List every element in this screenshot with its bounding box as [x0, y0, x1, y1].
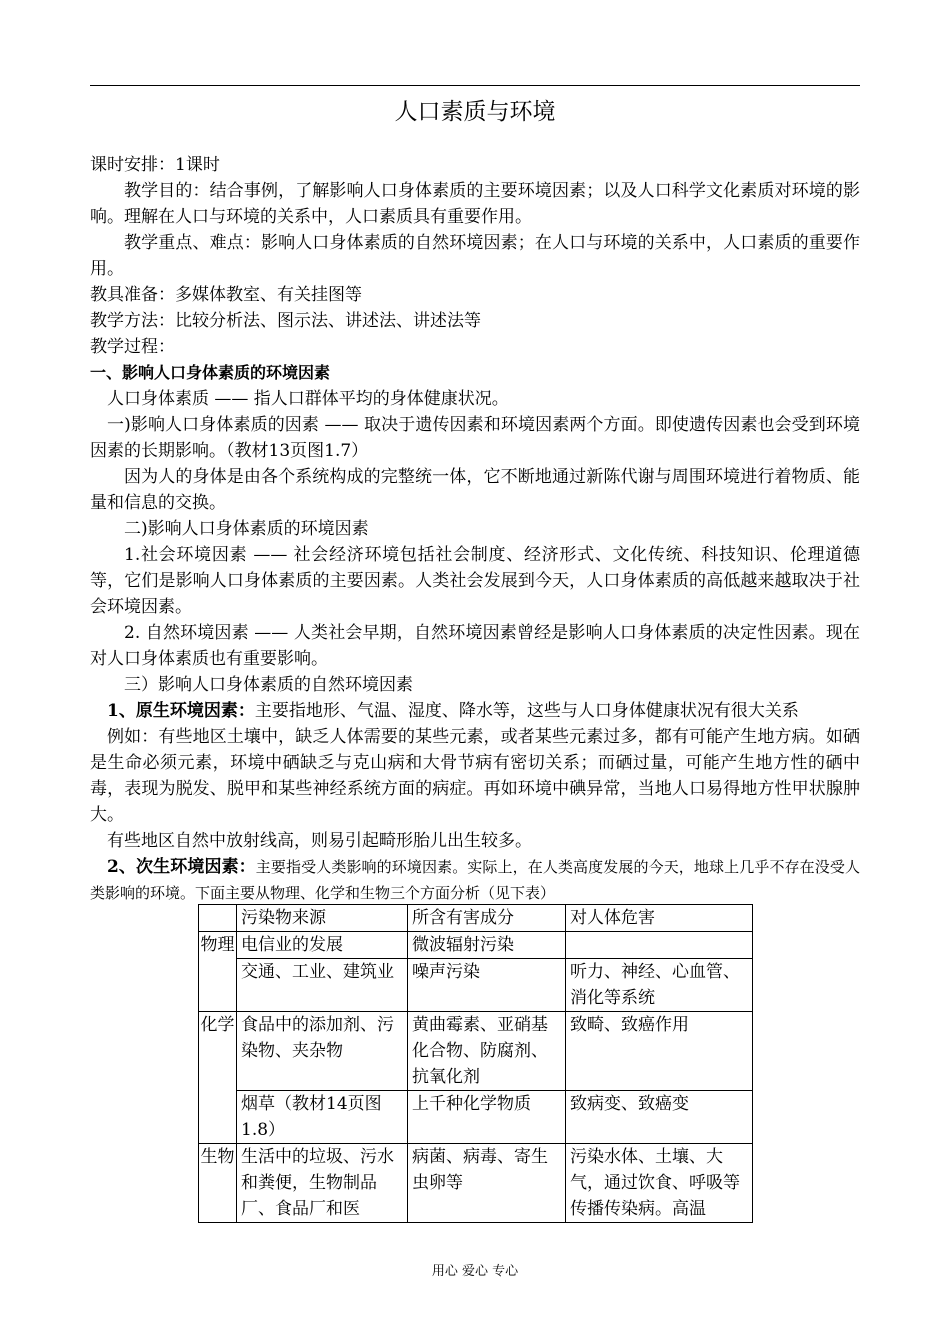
table-row [199, 959, 753, 1012]
section-heading: 一、影响人口身体素质的环境因素 [90, 363, 331, 382]
table-cell: 交通、工业、建筑业 [237, 959, 408, 1012]
table-cell: 听力、神经、心血管、消化等系统 [566, 959, 753, 1012]
teaching-tools: 教具准备：多媒体教室、有关挂图等 [90, 285, 362, 305]
page-footer: 用心 爱心 专心 [431, 1264, 519, 1279]
table-cell: 黄曲霉素、亚硝基化合物、防腐剂、抗氧化剂 [408, 1012, 566, 1091]
table-cell: 上千种化学物质 [408, 1091, 566, 1144]
primary-factor [90, 698, 860, 724]
example-paragraph: 例如：有些地区土壤中，缺乏人体需要的某些元素，或者某些元素过多，都有可能产生地方病。如硒是生命必须元素，环境中硒缺乏与克山病和大骨节病有密切关系；而硒过量，可能产生地方性的硒中毒，表现为脱发、脱甲和某些神经系统方面的病症。再如环境中碘异常，当地人口易得地方性甲状腺肿大。 [90, 727, 860, 825]
table-header-row [199, 905, 753, 932]
pollution-table [198, 904, 753, 1223]
key-points: 教学重点、难点：影响人口身体素质的自然环境因素；在人口与环境的关系中，人口素质的重要作用。 [90, 233, 860, 279]
table-cell: 微波辐射污染 [408, 932, 566, 959]
table-cell: 致病变、致癌变 [566, 1091, 753, 1144]
table-cell: 烟草（教材14页图1.8） [237, 1091, 408, 1144]
table-cell: 污染水体、土壤、大气，通过饮食、呼吸等传播传染病。高温 [566, 1144, 753, 1223]
schedule-line: 课时安排：1课时 [90, 155, 220, 175]
secondary-factor [90, 854, 860, 906]
table-header-cell: 污染物来源 [237, 905, 408, 932]
document-body [90, 152, 860, 906]
table-header-cell [199, 905, 237, 932]
table-cell: 噪声污染 [408, 959, 566, 1012]
table-row [199, 1144, 753, 1223]
subsection-2: 二)影响人口身体素质的环境因素 [124, 519, 369, 539]
table-cell: 电信业的发展 [237, 932, 408, 959]
header-rule [90, 85, 860, 86]
subsection-3: 三）影响人口身体素质的自然环境因素 [124, 675, 413, 695]
document-title: 人口素质与环境 [394, 99, 556, 125]
subsection-1: 一)影响人口身体素质的因素 —— 取决于遗传因素和环境因素两个方面。即使遗传因素也会受到环境因素的长期影响。（教材13页图1.7） [90, 415, 860, 461]
category-cell-chemistry: 化学 [199, 1012, 237, 1144]
table-row [199, 1012, 753, 1091]
table-header-cell: 所含有害成分 [408, 905, 566, 932]
definition-line: 人口身体素质 —— 指人口群体平均的身体健康状况。 [107, 389, 509, 409]
table-cell: 致畸、致癌作用 [566, 1012, 753, 1091]
social-factor: 1.社会环境因素 —— 社会经济环境包括社会制度、经济形式、文化传统、科技知识、伦理道德等，它们是影响人口身体素质的主要因素。人类社会发展到今天，人口身体素质的高低越来越取决于社会环境因素。 [90, 545, 860, 617]
body-paragraph: 因为人的身体是由各个系统构成的完整统一体，它不断地通过新陈代谢与周围环境进行着物质、能量和信息的交换。 [90, 467, 860, 513]
natural-factor: 2. 自然环境因素 —— 人类社会早期，自然环境因素曾经是影响人口身体素质的决定性因素。现在对人口身体素质也有重要影响。 [90, 623, 860, 669]
table-cell: 食品中的添加剂、污染物、夹杂物 [237, 1012, 408, 1091]
primary-factor-lead: 1、原生环境因素： [107, 701, 255, 721]
secondary-factor-text: 主要指受人类影响的环境因素。实际上，在人类高度发展的今天，地球上几乎不存在没受人类影响的环境。下面主要从物理、化学和生物三个方面分析（见下表） [90, 858, 860, 902]
table-cell [566, 932, 753, 959]
table-row [199, 932, 753, 959]
table-cell: 生活中的垃圾、污水和粪便，生物制品厂、食品厂和医 [237, 1144, 408, 1223]
table-header-cell: 对人体危害 [566, 905, 753, 932]
secondary-factor-lead: 2、次生环境因素： [107, 857, 256, 877]
category-cell-physics: 物理 [199, 932, 237, 1012]
teaching-goal: 教学目的：结合事例，了解影响人口身体素质的主要环境因素；以及人口科学文化素质对环境的影响。理解在人口与环境的关系中，人口素质具有重要作用。 [90, 181, 860, 227]
primary-factor-text: 主要指地形、气温、湿度、降水等，这些与人口身体健康状况有很大关系 [254, 701, 799, 721]
table-cell: 病菌、病毒、寄生虫卵等 [408, 1144, 566, 1223]
teaching-methods: 教学方法：比较分析法、图示法、讲述法、讲述法等 [90, 311, 481, 331]
category-cell-biology: 生物 [199, 1144, 237, 1223]
table-row [199, 1091, 753, 1144]
process-label: 教学过程： [90, 337, 175, 357]
radiation-line: 有些地区自然中放射线高，则易引起畸形胎儿出生较多。 [107, 831, 532, 851]
